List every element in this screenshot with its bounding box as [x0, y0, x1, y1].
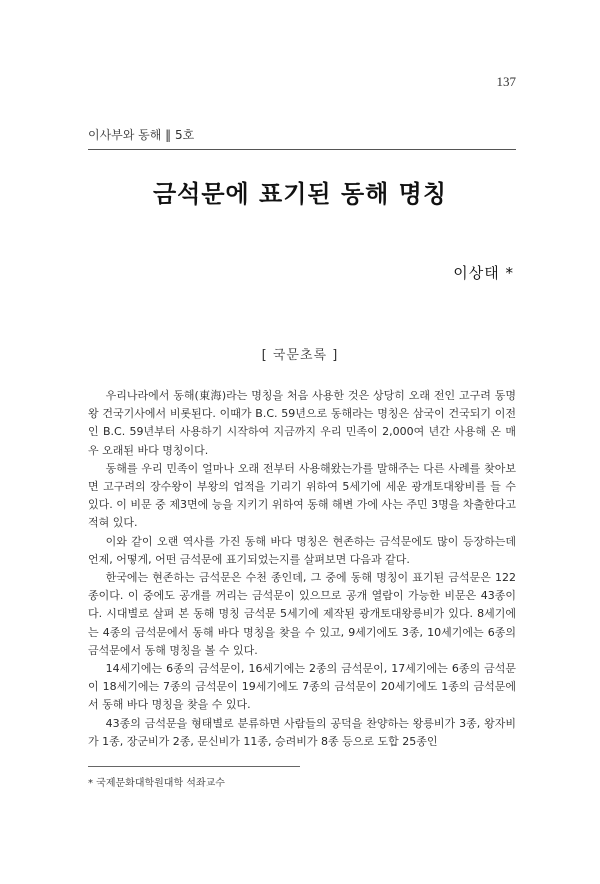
paragraph: 동해를 우리 민족이 얼마나 오래 전부터 사용해왔는가를 말해주는 다른 사례를 찾아보면 고구려의 장수왕이 부왕의 업적을 기리기 위하여 5세기에 세운 광개토대왕비를 들 수 있다. 이 비문 중 제3면에 능을 지키기 위하여 동해 해변 가에 사는 주민 3명을 차출한다고 적혀 있다. — [88, 461, 516, 530]
footnote-divider — [88, 766, 300, 767]
paragraph: 43종의 금석문을 형태별로 분류하면 사람들의 공덕을 찬양하는 왕릉비가 3종, 왕자비가 1종, 장군비가 2종, 문신비가 11종, 승려비가 8종 등으로 도합 25종인 — [88, 716, 516, 748]
paragraph: 우리나라에서 동해(東海)라는 명칭을 처음 사용한 것은 상당히 오래 전인 고구려 동명왕 건국기사에서 비롯된다. 이때가 B.C. 59년으로 동해라는 명칭은 삼국이 건국되기 이전인 B.C. 59년부터 사용하기 시작하여 지금까지 우리 민족이 2,000여 년간 사용해 온 매우 오래된 바다 명칭이다. — [88, 389, 516, 457]
page-number: 137 — [496, 74, 516, 89]
author-name: 이상태 * — [453, 264, 514, 282]
article-title: 금석문에 표기된 동해 명칭 — [152, 180, 448, 208]
paragraph: 이와 같이 오랜 역사를 가진 동해 바다 명칭은 현존하는 금석문에도 많이 등장하는데 언제, 어떻게, 어떤 금석문에 표기되었는지를 살펴보면 다음과 같다. — [88, 534, 516, 566]
footnote: * 국제문화대학원대학 석좌교수 — [88, 778, 225, 789]
abstract-heading: [ 국문초록 ] — [261, 348, 339, 363]
running-head: 이사부와 동해 ‖ 5호 — [88, 126, 516, 150]
paragraph: 한국에는 현존하는 금석문은 수천 종인데, 그 중에 동해 명칭이 표기된 금석문은 122종이다. 이 중에도 공개를 꺼리는 금석문이 있으므로 공개 열람이 가능한 비문은 43종이다. 시대별로 살펴 본 동해 명칭 금석문 5세기에 제작된 광개토대왕릉비가 있다. 8세기에는 4종의 금석문에서 동해 바다 명칭을 찾을 수 있고, 9세기에도 3종, 10세기에는 6종의 금석문에서 동해 명칭을 볼 수 있다. — [88, 571, 516, 657]
abstract-body — [88, 387, 516, 751]
paragraph: 14세기에는 6종의 금석문이, 16세기에는 2종의 금석문이, 17세기에는 6종의 금석문이 18세기에는 7종의 금석문이 19세기에도 7종의 금석문이 20세기에도 1종의 금석문에서 동해 바다 명칭을 찾을 수 있다. — [88, 662, 516, 712]
